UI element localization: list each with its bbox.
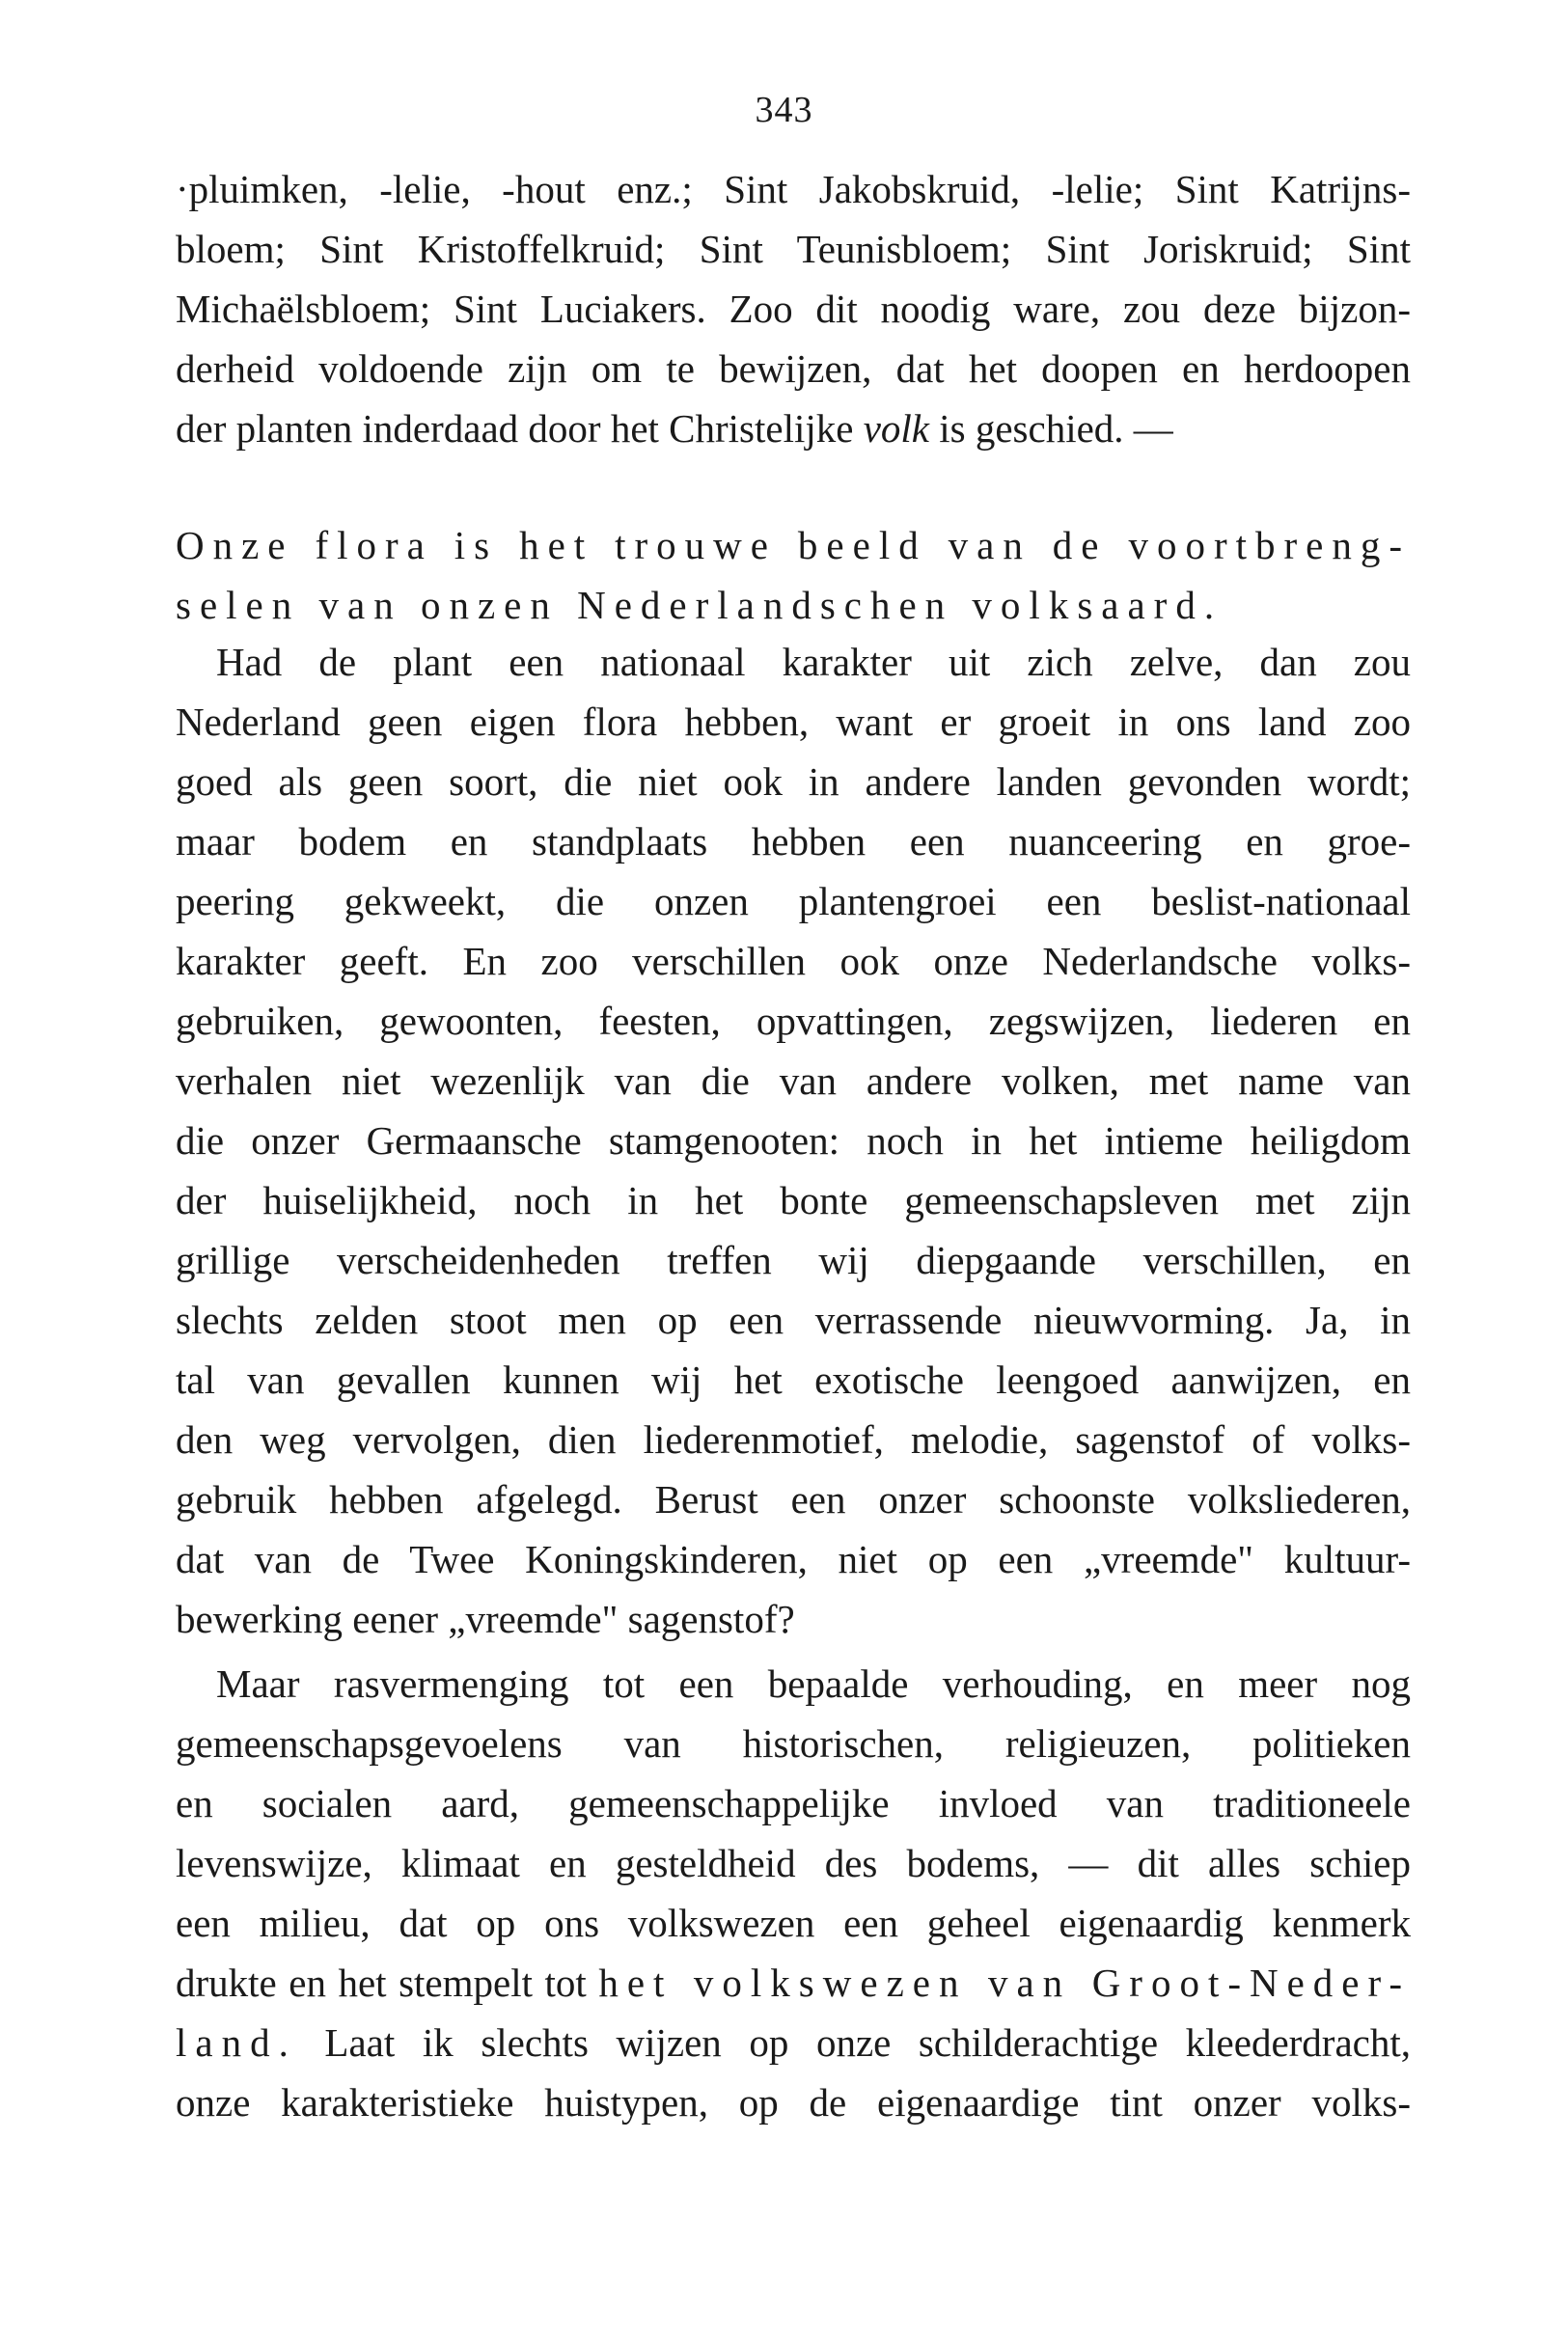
text-line: die onzer Germaansche stamgenooten: noch in het intieme heiligdom: [176, 1118, 1411, 1163]
emphasized-word: volk: [863, 406, 930, 451]
text-line: Michaëlsbloem; Sint Luciakers. Zoo dit noodig ware, zou deze bijzon-: [176, 287, 1411, 331]
text-line: Had de plant een nationaal karakter uit zich zelve, dan zou: [216, 640, 1411, 684]
text-line: tal van gevallen kunnen wij het exotische leengoed aanwijzen, en: [176, 1358, 1411, 1402]
text-line: bewerking eener „vreemde" sagenstof?: [176, 1597, 795, 1641]
text-line: den weg vervolgen, dien liederenmotief, melodie, sagenstof of volks-: [176, 1417, 1411, 1462]
text-segment: Laat ik slechts wijzen op onze schilderachtige kleederdracht,: [296, 2020, 1411, 2065]
text-segment: der planten inderdaad door het Christelijke: [176, 406, 864, 451]
text-line: [176, 398, 1411, 458]
text-line: [176, 2013, 1411, 2072]
text-line: bloem; Sint Kristoffelkruid; Sint Teunisbloem; Sint Joriskruid; Sint: [176, 227, 1411, 271]
text-line: peering gekweekt, die onzen plantengroei een beslist-nationaal: [176, 879, 1411, 923]
text-line: ·pluimken, -lelie, -hout enz.; Sint Jakobskruid, -lelie; Sint Katrijns-: [176, 167, 1411, 211]
text-line: der huiselijkheid, noch in het bonte gemeenschapsleven met zijn: [176, 1178, 1411, 1222]
text-line: Onze flora is het trouwe beeld van de voortbreng-: [176, 523, 1411, 567]
spaced-emphasis: land.: [176, 2020, 297, 2065]
text-line: gemeenschapsgevoelens van historischen, religieuzen, politieken: [176, 1721, 1411, 1766]
text-line: onze karakteristieke huistypen, op de eigenaardige tint onzer volks-: [176, 2080, 1411, 2125]
text-segment: is geschied. —: [929, 406, 1173, 451]
text-line: slechts zelden stoot men op een verrassende nieuwvorming. Ja, in: [176, 1298, 1411, 1342]
text-line: levenswijze, klimaat en gesteldheid des bodems, — dit alles schiep: [176, 1841, 1411, 1885]
text-line: dat van de Twee Koningskinderen, niet op een „vreemde" kultuur-: [176, 1537, 1411, 1581]
text-line: gebruik hebben afgelegd. Berust een onzer schoonste volksliederen,: [176, 1477, 1411, 1522]
paragraph-1: [176, 159, 1411, 458]
text-line: en socialen aard, gemeenschappelijke invloed van traditioneele: [176, 1781, 1411, 1825]
paragraph-3: [176, 632, 1411, 1649]
paragraph-4: [176, 1654, 1411, 2132]
spaced-emphasis: het volkswezen van Groot-Neder-: [598, 1961, 1411, 2005]
text-line: selen van onzen Nederlandschen volksaard.: [176, 583, 1224, 627]
text-line: Maar rasvermenging tot een bepaalde verhouding, en meer nog: [216, 1661, 1411, 1706]
text-line: goed als geen soort, die niet ook in andere landen gevonden wordt;: [176, 759, 1411, 804]
text-line: [176, 1953, 1411, 2013]
text-line: verhalen niet wezenlijk van die van andere volken, met name van: [176, 1058, 1411, 1103]
text-line: een milieu, dat op ons volkswezen een geheel eigenaardig kenmerk: [176, 1901, 1411, 1945]
text-line: karakter geeft. En zoo verschillen ook onze Nederlandsche volks-: [176, 939, 1411, 983]
paragraph-2-spaced-statement: [176, 515, 1411, 635]
text-line: derheid voldoende zijn om te bewijzen, dat het doopen en herdoopen: [176, 346, 1411, 391]
text-line: maar bodem en standplaats hebben een nuanceering en groe-: [176, 819, 1411, 864]
text-line: Nederland geen eigen flora hebben, want er groeit in ons land zoo: [176, 700, 1411, 744]
text-line: grillige verscheidenheden treffen wij diepgaande verschillen, en: [176, 1238, 1411, 1282]
text-line: gebruiken, gewoonten, feesten, opvattingen, zegswijzen, liederen en: [176, 999, 1411, 1043]
page-number: 343: [755, 90, 813, 130]
text-segment: drukte en het stempelt tot: [176, 1961, 599, 2005]
